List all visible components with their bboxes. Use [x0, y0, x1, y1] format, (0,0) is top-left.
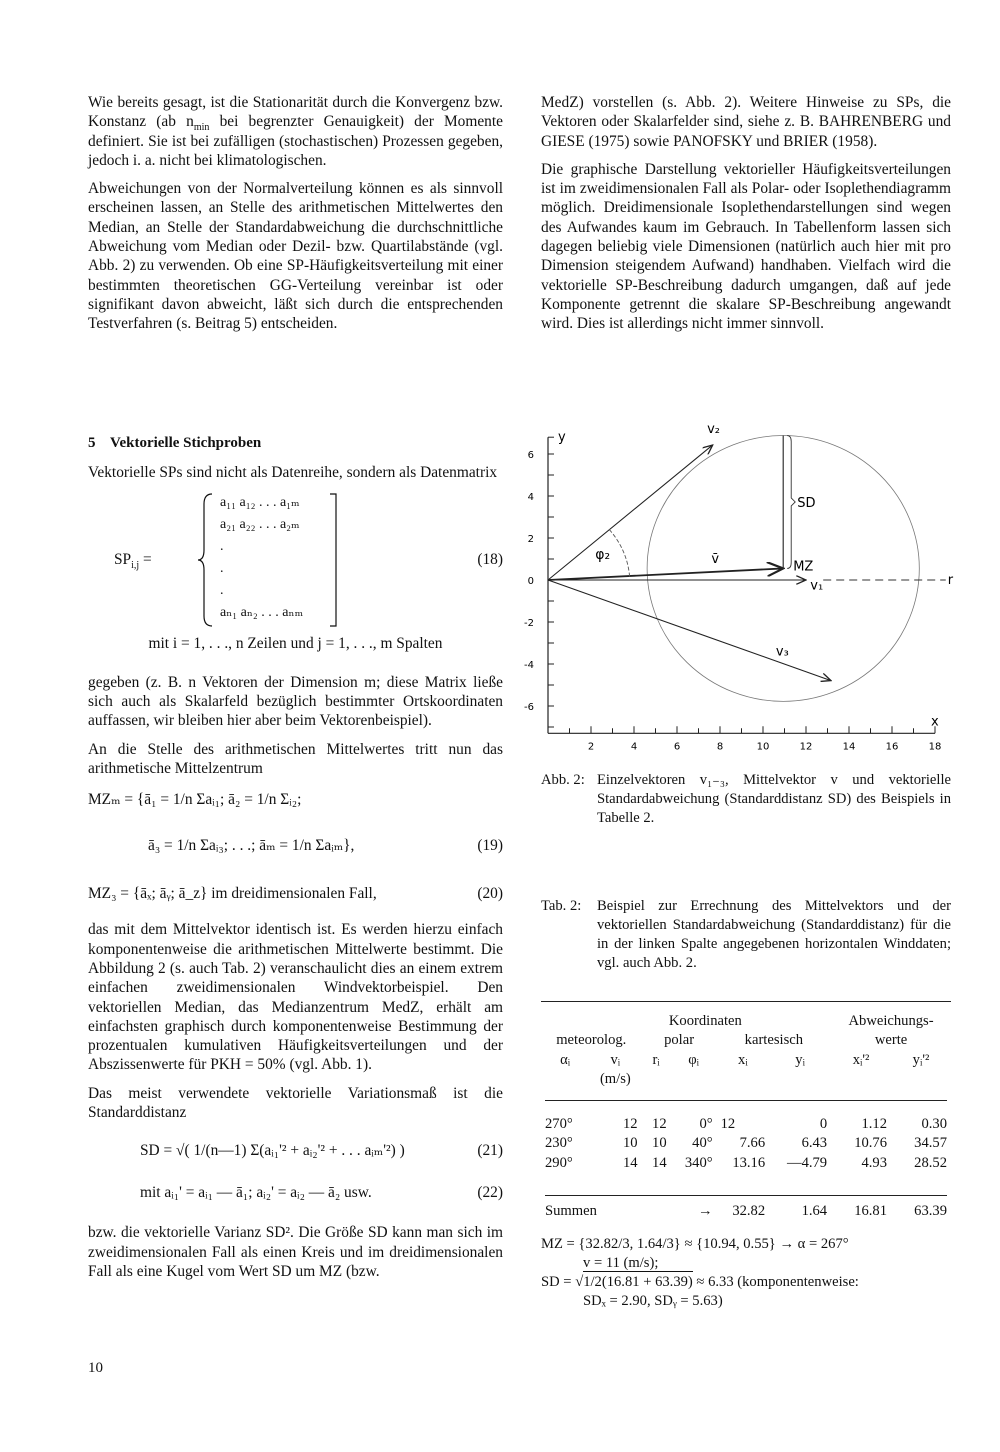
vector-label-v3: v₃ [775, 644, 789, 660]
caption-text: Einzelvektoren v₁₋₃, Mittelvektor v und vektorielle Standardabweichung (Standarddistanz SD) des Beispiels in Tabelle 2. [597, 772, 951, 826]
arrow-icon: → [698, 1203, 713, 1220]
text: bei begrenzter Genauigkeit) der Momente definiert. Sie ist bei zufälligen (stochastischen) Prozessen gegeben, jedoch i. a. nicht bei klimatologischen. [88, 113, 503, 169]
table-row [541, 1154, 951, 1173]
table-cell: 12 [622, 1116, 638, 1133]
section-number: 5 [88, 435, 96, 451]
paragraph-datamatrix: Vektorielle SPs sind nicht als Datenreihe, sondern als Datenmatrix [88, 464, 498, 482]
page-number: 10 [88, 1360, 103, 1376]
equation-20 [88, 884, 503, 910]
x-tick-label: 14 [842, 741, 856, 750]
eq21-text: SD = √( 1/(n—1) Σ(aᵢ₁'² + aᵢ₂'² + . . . aᵢₘ'²) ) [140, 1142, 405, 1160]
table-caption [541, 897, 951, 973]
right-column [541, 93, 951, 343]
paragraph-vectors: gegeben (z. B. n Vektoren der Dimension m; diese Matrix ließe sich auch als Skalarfeld bezüglich bestimmter Ortskoordinaten auffassen, wir bleiben hier aber beim Vektorenbeispiel). [88, 673, 503, 730]
header-werte: werte [874, 1032, 908, 1049]
left-column [88, 93, 503, 343]
y-tick-label: -2 [524, 618, 534, 629]
vector-mean [548, 568, 783, 580]
sum-cell: 32.82 [732, 1203, 766, 1220]
subscript: min [193, 122, 210, 134]
x-tick-label: 18 [928, 741, 942, 750]
paragraph-varianz: bzw. die vektorielle Varianz SD². Die Größe SD kann man sich im zweidimensionalen Fall als einen Kreis und im dreidimensionalen Fall als eine Kugel vom Wert SD um MZ (bzw. [88, 1224, 503, 1280]
table-cell: 230° [545, 1135, 573, 1152]
equation-number: (22) [477, 1184, 503, 1202]
section-title: Vektorielle Stichproben [110, 435, 262, 451]
table-cell: 14 [652, 1154, 667, 1171]
col-header: vᵢ [610, 1051, 621, 1068]
section-heading [88, 434, 503, 453]
unit-label: (m/s) [599, 1070, 631, 1087]
y-axis-label: y [558, 430, 566, 446]
table-cell: 40° [692, 1135, 713, 1152]
header-abweichung: Abweichungs- [848, 1013, 934, 1029]
matrix-row: a₁₁ a₁₂ . . . a₁ₘ [220, 494, 300, 510]
matrix-row: a₂₁ a₂₂ . . . a₂ₘ [220, 516, 300, 532]
table-cell: 10.76 [854, 1135, 888, 1152]
col-header: yᵢ [795, 1051, 805, 1068]
equation-number: (19) [477, 837, 503, 855]
x-tick-label: 2 [587, 741, 595, 750]
matrix-rows [220, 492, 303, 624]
paragraph-mittelvektor: das mit dem Mittelvektor identisch ist. Es werden hierzu einfach komponentenweise die arithmetischen Mittelwerte bestimmt. Die Abbildung 2 (s. auch Tab. 2) veranschaulicht dies an einem extrem einfachen zweidimensionalen Windvektorbeispiel. Den vektoriellen Median, das Medianzentrum MedZ, erhält am einfachsten graphisch durch komponentenweise Bestimmung der prozentualen kumulativen Häufigkeitsverteilungen und der Abszissenwerte für PKH = 50% (vgl. Abb. 1). [88, 921, 503, 1074]
sd-result: SD = √1/2(16.81 + 63.39) ≈ 6.33 (komponentenweise: [541, 1273, 951, 1292]
eq19-line2: ā₃ = 1/n Σaᵢ₃; . . .; āₘ = 1/n Σaᵢₘ}, [148, 837, 355, 855]
matrix-row: . [220, 538, 224, 554]
vector-label-v1: v₁ [810, 578, 824, 594]
header-row-unit [541, 1070, 951, 1089]
vector-label-mean: v̄ [711, 552, 720, 568]
x-tick-label: 6 [673, 741, 681, 750]
col-header: yᵢ'² [912, 1051, 930, 1068]
table-row [541, 1134, 951, 1153]
eq18-note: mit i = 1, . . ., n Zeilen und j = 1, . . ., m Spalten [148, 634, 443, 652]
table-row [541, 1115, 951, 1134]
table-cell: 0 [819, 1116, 828, 1133]
table-sum-rule [545, 1195, 947, 1196]
text: SD = [541, 1274, 576, 1291]
table-cell: 0.30 [921, 1116, 947, 1133]
paragraph-standarddistanz: Das meist verwendete vektorielle Variationsmaß ist die Standarddistanz [88, 1084, 503, 1122]
table-cell: 0° [699, 1116, 713, 1133]
eq18-lhs: $SP_{i,j}$ = [114, 550, 152, 571]
y-tick-label: 2 [527, 534, 534, 545]
figure-caption [541, 771, 951, 828]
eq20-text: MZ₃ = {āₓ; āᵧ; ā_z} im dreidimensionalen Fall, [88, 885, 377, 903]
right-bracket [328, 492, 342, 628]
col-header: αᵢ [560, 1051, 571, 1068]
table-cell: 10 [652, 1135, 667, 1152]
v-result: v = 11 (m/s); [583, 1255, 659, 1272]
sd-label: SD [797, 495, 816, 511]
table-cell: 290° [545, 1154, 573, 1171]
vector-v2 [548, 445, 713, 580]
paragraph-deviations: Abweichungen von der Normalverteilung können es als sinnvoll erscheinen lassen, an Stelle des arithmetischen Mittelwertes den Median, an Stelle der Standardabweichung die durchschnittliche Abweichung vom Median oder Dezil- bzw. Quartilabstände (vgl. Abb. 2) zu verwenden. Ob eine SP-Häufigkeitsverteilung mit einer bestimmten theoretischen GG-Verteilung vereinbar ist oder signifikant davon abweicht, läßt sich durch die entsprechenden Testverfahren (s. Beitrag 5) entscheiden. [88, 180, 503, 333]
table-cell: 340° [684, 1154, 713, 1171]
table-cell: 10 [622, 1135, 638, 1152]
table-cell: 7.66 [739, 1135, 766, 1152]
equation-21 [88, 1131, 503, 1171]
text: SP [114, 550, 132, 568]
sum-row [541, 1197, 951, 1227]
header-row-2 [541, 1031, 951, 1050]
matrix-row: aₙ₁ aₙ₂ . . . aₙₘ [220, 604, 304, 620]
equation-number: (21) [477, 1142, 503, 1160]
matrix-row: . [220, 560, 224, 576]
eq19-line1: MZₘ = {ā₁ = 1/n Σaᵢ₁; ā₂ = 1/n Σᵢ₂; [88, 791, 302, 809]
sd-components: SDₓ = 2.90, SDᵧ = 5.63) [583, 1293, 723, 1310]
y-tick-label: -4 [524, 660, 534, 671]
col-header: xᵢ [738, 1051, 748, 1068]
paragraph-graphische: Die graphische Darstellung vektorieller Häufigkeitsverteilungen ist im zweidimensionalen Fall als Polar- oder Isoplethendiagramm möglich. Dreidimensionale Isoplethendarstellungen sind wegen des Aufwandes kaum im Gebrauch. In Tabellenform lassen sich dagegen beliebig viele Dimensionen (natürlich auch hier mit pro Dimension steigendem Aufwand) handhaben. Vielfach wird die vektorielle SP-Beschreibung dadurch umgangen, daß auf jede Komponente getrennt die skalare SP-Beschreibung angewandt wird. Dies ist allerdings nicht immer sinnvoll. [541, 160, 951, 333]
sd-brace [787, 436, 795, 569]
text: ≈ 6.33 (komponentenweise: [692, 1274, 859, 1291]
caption-label: Abb. 2: [541, 772, 585, 788]
sum-cell: 63.39 [914, 1203, 947, 1220]
header-koordinaten: Koordinaten [668, 1013, 742, 1029]
table-body [541, 1115, 951, 1173]
table-cell: 12 [720, 1116, 736, 1133]
sum-label: Summen [545, 1203, 597, 1220]
results-block [541, 1235, 951, 1311]
table-cell: 28.52 [914, 1154, 947, 1171]
equation-number: (18) [477, 550, 503, 568]
sum-cell: 1.64 [801, 1203, 828, 1220]
sum-cell: 16.81 [854, 1203, 888, 1220]
eq22-text: mit aᵢ₁' = aᵢ₁ — ā₁; aᵢ₂' = aᵢ₂ — ā₂ usw. [140, 1184, 372, 1202]
paragraph-mittelzentrum: An die Stelle des arithmetischen Mittelwertes tritt nun das arithmetische Mittelzentrum [88, 740, 503, 778]
header-row-1 [541, 1012, 951, 1031]
table-cell: 4.93 [861, 1154, 888, 1171]
vector-chart [510, 420, 990, 750]
header-polar: polar [664, 1032, 695, 1049]
section-5 [88, 434, 503, 1290]
y-tick-label: -6 [524, 702, 534, 713]
table-cell: 6.43 [801, 1135, 828, 1152]
col-header: φᵢ [688, 1051, 699, 1068]
x-tick-label: 16 [885, 741, 899, 750]
mz-label: MZ [793, 559, 814, 575]
col-header: xᵢ'² [852, 1051, 870, 1068]
x-tick-label: 8 [716, 741, 724, 750]
table-cell: 270° [545, 1116, 573, 1133]
sqrt-content: 1/2(16.81 + 63.39) [583, 1271, 693, 1290]
text: Wie bereits gesagt, ist die Stationarität durch die Konvergenz bzw. Konstanz (ab n [88, 94, 503, 131]
table-cell: 34.57 [914, 1135, 947, 1152]
subscript: i,j [131, 559, 140, 571]
col-header: rᵢ [652, 1051, 660, 1068]
table-top-rule [541, 1001, 951, 1002]
x-tick-label: 4 [630, 741, 638, 750]
header-row-3 [541, 1051, 951, 1070]
matrix-row: . [220, 582, 224, 598]
table-2 [541, 1001, 951, 1311]
equation-18 [88, 492, 503, 628]
equation-22 [88, 1183, 503, 1223]
table-cell: 13.16 [732, 1154, 766, 1171]
phi2-label: φ₂ [595, 547, 611, 563]
r-axis-label: r [947, 573, 954, 588]
header-kartesisch: kartesisch [744, 1032, 804, 1049]
caption-label: Tab. 2: [541, 898, 582, 914]
y-tick-label: 4 [527, 492, 534, 503]
header-meteorolog: meteorolog. [556, 1032, 627, 1049]
phi2-arc [609, 530, 629, 578]
vector-label-v2: v₂ [707, 422, 721, 437]
caption-text: Beispiel zur Errechnung des Mittelvektors und der vektoriellen Standardabweichung (Standarddistanz) für die in der linken Spalte angegebenen horizontalen Winddaten; vgl. auch Abb. 2. [597, 898, 951, 971]
equation-19 [88, 790, 503, 880]
x-axis-label: x [931, 714, 939, 730]
table-cell: 1.12 [861, 1116, 888, 1133]
table-cell: 12 [652, 1116, 667, 1133]
paragraph-stationarity [88, 93, 503, 170]
mz-result: MZ = {32.82/3, 1.64/3} ≈ {10.94, 0.55} → α = 267° [541, 1236, 849, 1253]
vector-v3 [548, 580, 831, 681]
data-table [541, 1012, 951, 1227]
left-brace [196, 492, 216, 628]
x-tick-label: 12 [799, 741, 813, 750]
table-cell: —4.79 [786, 1154, 828, 1171]
table-cell: 14 [622, 1154, 638, 1171]
paragraph-medz: MedZ) vorstellen (s. Abb. 2). Weitere Hinweise zu SPs, die Vektoren oder Skalarfelder sind, siehe z. B. BAHRENBERG und GIESE (1975) sowie PANOFSKY und BRIER (1958). [541, 94, 951, 150]
x-tick-label: 10 [756, 741, 770, 750]
y-tick-label: 6 [527, 450, 534, 461]
equation-number: (20) [477, 885, 503, 903]
y-tick-label: 0 [527, 576, 534, 587]
